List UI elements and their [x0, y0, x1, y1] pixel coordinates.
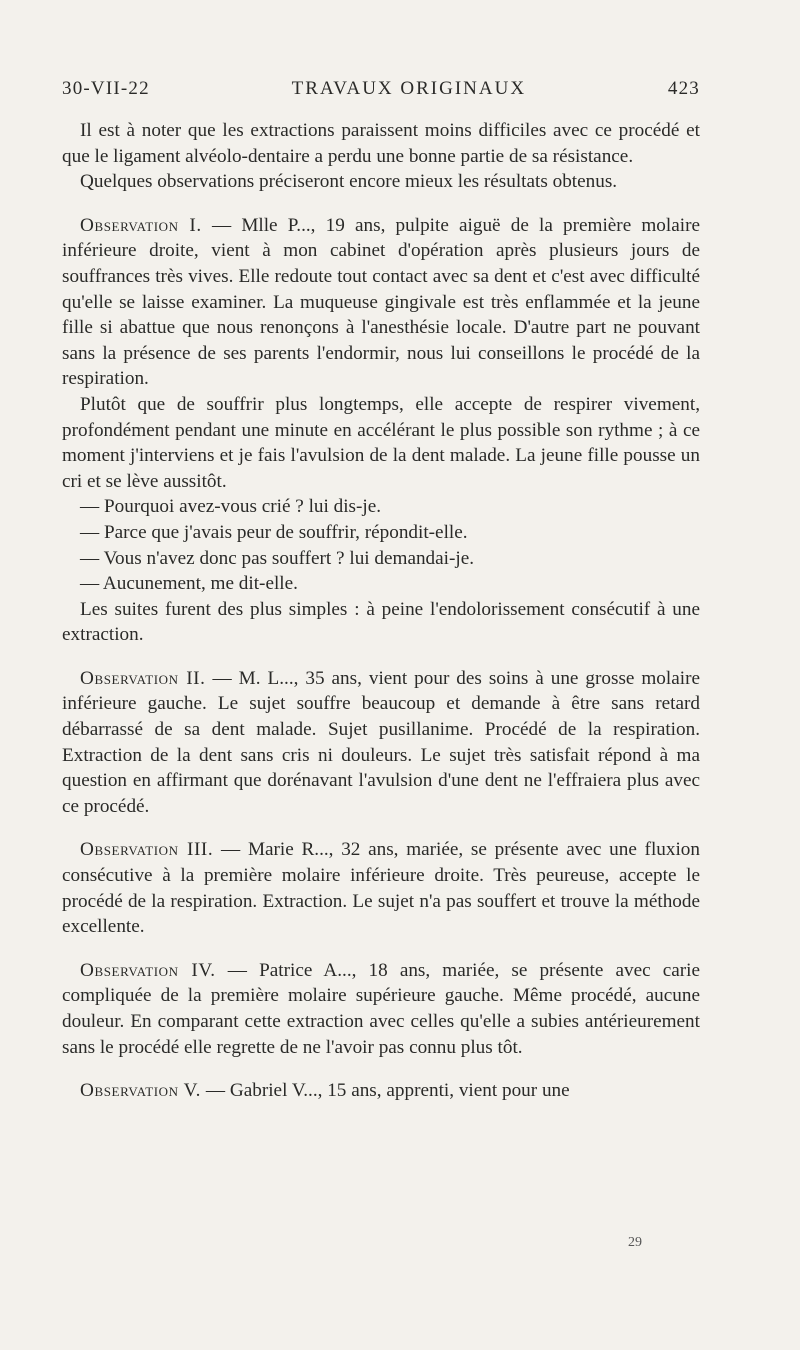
observation-1: Observation I. — Mlle P..., 19 ans, pulpite aiguë de la première molaire inférieure droite, vient à mon cabinet d'opération après plusieurs jours de souffrances très vives. Elle redoute tout contact avec sa dent et c'est avec difficulté qu'elle se laisse examiner. La muqueuse gingivale est très enflammée et la jeune fille si abattue que nous renonçons à l'anesthésie locale. D'autre part ne pouvant sans la présence de ses parents l'endormir, nous lui conseillons le procédé de la respiration. — [62, 214, 700, 390]
body-text — [62, 118, 700, 1104]
observation-heading: Observation IV. — [80, 959, 216, 981]
paragraph: Il est à noter que les extractions paraissent moins difficiles avec ce procédé et que le ligament alvéolo-dentaire a perdu une bonne partie de sa résistance. — [62, 120, 700, 167]
paragraph: Les suites furent des plus simples : à peine l'endolorissement consécutif à une extraction. — [62, 598, 700, 646]
observation-heading: Observation V. — [80, 1080, 202, 1102]
dialogue-line: — Vous n'avez donc pas souffert ? lui demandai-je. — [80, 547, 475, 569]
paragraph: Plutôt que de souffrir plus longtemps, elle accepte de respirer vivement, profondément pendant une minute en accélérant le plus possible son rythme ; à ce moment j'interviens et je fais l'avulsion de la dent malade. La jeune fille pousse un cri et se lève aussitôt. — [62, 393, 700, 492]
page — [62, 78, 700, 1104]
running-head — [62, 78, 700, 108]
observation-heading: Observation I. — [80, 214, 202, 236]
observation-2: Observation II. — M. L..., 35 ans, vient pour des soins à une grosse molaire inférieure gauche. Le sujet souffre beaucoup et demande à être sans retard débarrassé de sa dent malade. Sujet pusillanime. Procédé de la respiration. Extraction de la dent sans cris ni douleurs. Le sujet très satisfait répond à ma question en affirmant que dorénavant l'avulsion d'une dent ne l'effraiera plus avec ce procédé. — [62, 667, 700, 817]
page-number: 423 — [667, 78, 700, 99]
observation-3: Observation III. — Marie R..., 32 ans, mariée, se présente avec une fluxion consécutive à la première molaire inférieure droite. Très peureuse, accepte le procédé de la respiration. Extraction. Le sujet n'a pas souffert et trouve la méthode excellente. — [62, 839, 700, 938]
paragraph: Quelques observations préciseront encore mieux les résultats obtenus. — [80, 171, 618, 193]
dialogue-line: — Aucunement, me dit-elle. — [80, 573, 298, 595]
dialogue-line: — Pourquoi avez-vous crié ? lui dis-je. — [80, 496, 382, 518]
dialogue-line: — Parce que j'avais peur de souffrir, répondit-elle. — [80, 521, 468, 543]
header-title: TRAVAUX ORIGINAUX — [291, 78, 527, 99]
observation-4: Observation IV. — Patrice A..., 18 ans, mariée, se présente avec carie compliquée de la première molaire supérieure gauche. Même procédé, aucune douleur. En comparant cette extraction avec celles qu'elle a subies antérieurement sans le procédé elle regrette de ne l'avoir pas connu plus tôt. — [62, 959, 700, 1058]
signature-mark: 29 — [628, 1235, 642, 1250]
observation-heading: Observation II. — [80, 667, 206, 689]
observation-heading: Observation III. — [80, 839, 214, 861]
observation-5: Observation V. — Gabriel V..., 15 ans, apprenti, vient pour une — [80, 1080, 570, 1102]
header-date: 30-VII-22 — [62, 78, 150, 99]
